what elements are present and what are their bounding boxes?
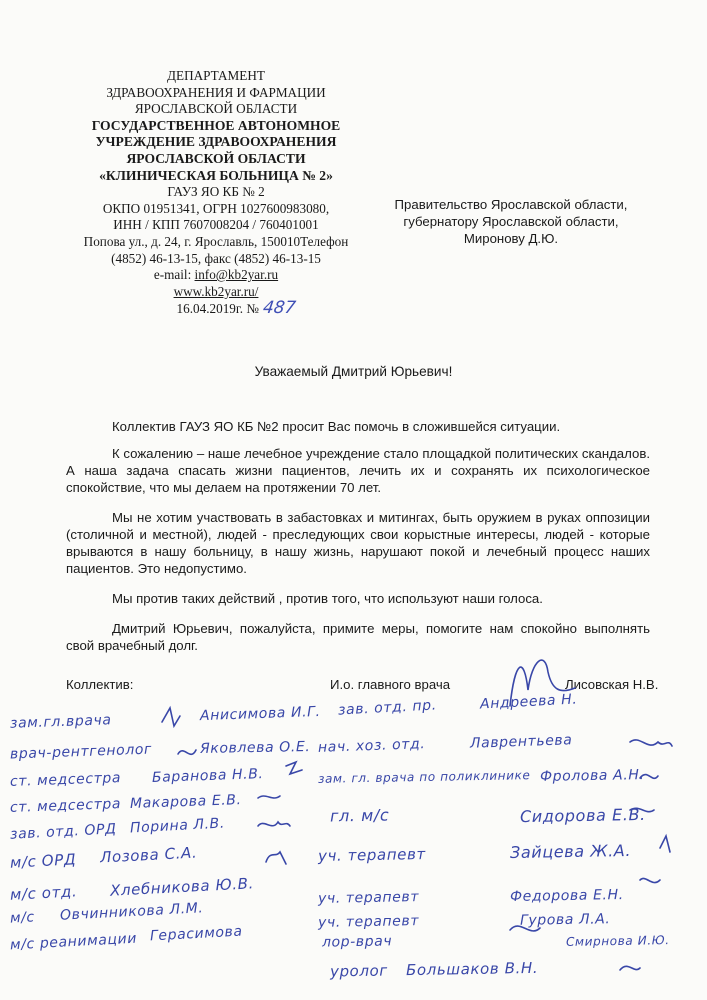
acting-head-label: И.о. главного врача <box>330 677 451 692</box>
head-name: Лисовская Н.В. <box>565 677 659 692</box>
website-link[interactable]: www.kb2yar.ru/ <box>173 283 259 299</box>
hw-role-12: м/с отд. <box>9 882 78 904</box>
hw-name-16: Гурова Л.А. <box>519 911 611 929</box>
hw-role-16: уч. терапевт <box>317 913 420 931</box>
signature-mark-2 <box>286 762 302 774</box>
salutation: Уважаемый Дмитрий Юрьевич! <box>254 364 453 379</box>
signature-mark-11 <box>640 878 660 882</box>
hw-role-14: уч. терапевт <box>317 889 420 907</box>
hw-name-12: Хлебникова Ю.В. <box>109 874 255 900</box>
department-line-3: ЯРОСЛАВСКОЙ ОБЛАСТИ <box>134 101 298 117</box>
hw-name-13: Овчинникова Л.М. <box>59 900 204 924</box>
org-name-line-4: «КЛИНИЧЕСКАЯ БОЛЬНИЦА № 2» <box>99 167 333 183</box>
hw-name-15: Герасимова <box>149 923 243 945</box>
addressee-line-2: губернатору Ярославской области, <box>403 214 619 229</box>
body-paragraph-1: Коллектив ГАУЗ ЯО КБ №2 просит Вас помочь в сложившейся ситуации. <box>112 419 561 434</box>
email-label: e-mail: <box>153 267 195 283</box>
letterhead <box>62 68 370 318</box>
outgoing-number-handwritten: 487 <box>261 298 297 319</box>
signature-mark-5 <box>258 822 290 826</box>
signature-mark-12 <box>620 966 640 970</box>
hw-role-18: уролог <box>329 961 388 981</box>
hw-role-7: ст. медсестра <box>9 796 122 816</box>
org-email-line <box>62 267 370 284</box>
hw-name-1: Анисимова И.Г. <box>199 703 321 725</box>
hw-role-11: уч. терапевт <box>317 845 426 865</box>
hw-role-2: зав. отд. пр. <box>337 697 438 719</box>
hw-role-4: нач. хоз. отд. <box>317 736 426 756</box>
hw-name-18: Большаков В.Н. <box>405 958 539 980</box>
org-codes-2: ИНН / КПП 7607008204 / 760401001 <box>113 217 319 233</box>
hw-role-9: зав. отд. ОРД <box>9 821 118 843</box>
org-website-line <box>62 284 370 301</box>
hw-name-5: Баранова Н.В. <box>151 766 264 786</box>
org-codes-1: ОКПО 01951341, ОГРН 1027600983080, <box>102 200 330 216</box>
signature-mark-4 <box>258 796 280 798</box>
hw-name-7: Макарова Е.В. <box>129 792 242 812</box>
collective-label: Коллектив: <box>66 677 134 692</box>
email-link[interactable]: info@kb2yar.ru <box>194 267 279 283</box>
hw-role-6: зам. гл. врача по поликлинике <box>317 768 531 786</box>
hw-role-10: м/с ОРД <box>9 850 77 872</box>
hw-role-17: лор-врач <box>321 933 393 951</box>
org-address: Попова ул., д. 24, г. Ярославль, 150010Телефон <box>83 233 349 249</box>
hw-name-11: Зайцева Ж.А. <box>509 840 632 863</box>
org-name-line-2: УЧРЕЖДЕНИЕ ЗДРАВООХРАНЕНИЯ <box>95 134 337 150</box>
signature-mark-1 <box>162 708 180 726</box>
org-name-line-3: ЯРОСЛАВСКОЙ ОБЛАСТИ <box>126 150 306 166</box>
hw-name-4: Лаврентьева <box>469 732 573 752</box>
hw-name-14: Федорова Е.Н. <box>509 887 624 905</box>
hw-role-5: ст. медсестра <box>9 770 122 790</box>
signature-mark-3 <box>178 750 196 754</box>
body-paragraph-4: Мы против таких действий , против того, что используют наши голоса. <box>112 591 543 606</box>
date-and-number-label: 16.04.2019г. № <box>176 301 259 317</box>
signature-mark-6 <box>266 852 286 864</box>
body-paragraph-2: К сожалению – наше лечебное учреждение стало площадкой политических скандалов. А наша задача спасать жизни пациентов, лечить их и сохранять их психологическое спокойствие, что мы делаем на протяжении 70 лет. <box>66 446 650 495</box>
hw-name-17: Смирнова И.Ю. <box>565 933 670 949</box>
body-paragraph-3: Мы не хотим участвовать в забастовках и митингах, быть оружием в руках оппозиции (столичной и местной), людей - преследующих свои корыстные интересы, людей - которые врываются в нашу больницу, в нашу жизнь, нарушают покой и лечебный процесс наших пациентов. Это недопустимо. <box>66 510 650 576</box>
signature-mark-10 <box>660 836 670 852</box>
addressee-line-3: Миронову Д.Ю. <box>463 231 559 246</box>
hw-role-13: м/с <box>9 909 36 927</box>
hw-name-10: Лозова С.А. <box>99 843 198 867</box>
hw-name-3: Яковлева О.Е. <box>199 739 311 757</box>
hw-role-15: м/с реанимации <box>9 930 138 954</box>
hw-name-2: Андреева Н. <box>479 691 578 713</box>
org-phones: (4852) 46-13-15, факс (4852) 46-13-15 <box>111 250 321 266</box>
org-short-name: ГАУЗ ЯО КБ № 2 <box>167 184 265 200</box>
hw-role-3: врач-рентгенолог <box>9 741 153 763</box>
letter-body <box>66 418 650 667</box>
hw-role-8: гл. м/с <box>329 805 390 826</box>
department-line-1: ДЕПАРТАМЕНТ <box>167 68 265 83</box>
signature-mark-7 <box>630 740 672 746</box>
org-name-line-1: ГОСУДАРСТВЕННОЕ АВТОНОМНОЕ <box>91 117 341 133</box>
addressee-block <box>386 196 636 247</box>
hw-name-6: Фролова А.Н. <box>539 767 645 785</box>
hw-name-9: Порина Л.В. <box>129 815 226 837</box>
date-number-line <box>62 300 370 318</box>
hw-role-1: зам.гл.врача <box>9 712 112 732</box>
body-paragraph-5: Дмитрий Юрьевич, пожалуйста, примите меры, помогите нам спокойно выполнять свой врачебный долг. <box>66 621 650 653</box>
hw-name-8: Сидорова Е.В. <box>519 804 646 827</box>
department-line-2: ЗДРАВООХРАНЕНИЯ И ФАРМАЦИИ <box>106 84 326 100</box>
addressee-line-1: Правительство Ярославской области, <box>394 197 628 212</box>
